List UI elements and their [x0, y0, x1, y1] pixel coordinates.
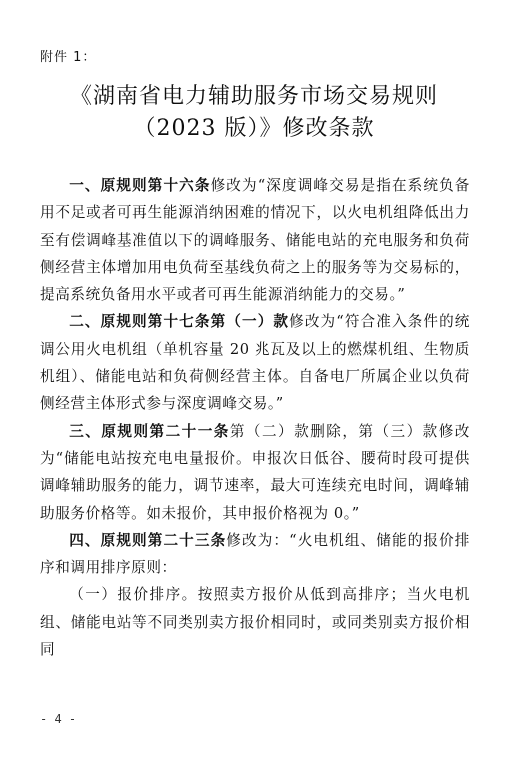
page-number: - 4 - [40, 712, 77, 726]
paragraph-2 [40, 308, 470, 417]
paragraph-3 [40, 418, 470, 527]
clause-heading: 一、原规则第十六条 [69, 177, 211, 194]
document-title-line-1: 《湖南省电力辅助服务市场交易规则 [69, 84, 438, 109]
paragraph-text: 修改为“深度调峰交易是指在系统负备用不足或者可再生能源消纳困难的情况下，以火电机组降低出力至有偿调峰基准值以下的调峰服务、储能电站的充电服务和负荷侧经营主体增加用电负荷至基线负荷之上的服务等为交易标的，提高系统负备用水平或者可再生能源消纳能力的交易。” [40, 177, 470, 304]
clause-heading: 四、原规则第二十三条 [69, 531, 227, 549]
paragraph-text: （一）报价排序。按照卖方报价从低到高排序；当火电机组、储能电站等不同类别卖方报价相同时，或同类别卖方报价相同 [40, 586, 470, 659]
paragraph-text: 第（二）款删除，第（三）款修改为“储能电站按充电电量报价。申报次日低谷、腰荷时段可提供调峰辅助服务的能力，调节速率，最大可连续充电时间，调峰辅助服务价格等。如未报价，其申报价格视为 0。” [40, 422, 470, 522]
clause-heading: 三、原规则第二十一条 [69, 422, 230, 440]
paragraph-1 [40, 172, 470, 308]
clause-heading: 二、原规则第十七条第（一）款 [69, 313, 290, 331]
paragraph-5 [40, 581, 470, 663]
paragraph-4 [40, 527, 470, 582]
paragraph-text: 修改为：“火电机组、储能的报价排序和调用排序原则： [40, 531, 470, 577]
paragraph-text: 修改为“符合准入条件的统调公用火电机组（单机容量 20 兆瓦及以上的燃煤机组、生物质机组）、储能电站和负荷侧经营主体。自备电厂所属企业以负荷侧经营主体形式参与深度调峰交易。” [40, 313, 470, 413]
attachment-label: 附件 1： [40, 50, 97, 65]
document-title-line-2: （2023 版）》修改条款 [133, 116, 375, 141]
document-body [40, 172, 470, 663]
